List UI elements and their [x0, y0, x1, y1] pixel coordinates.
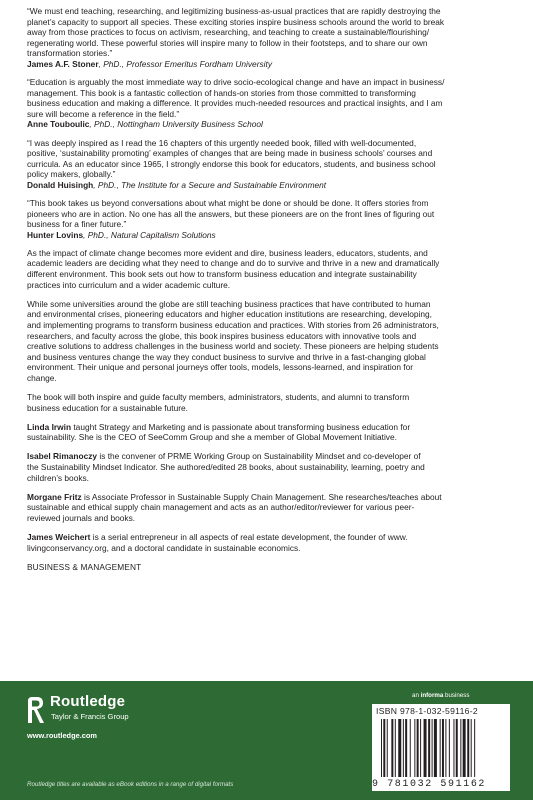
barcode-bar	[440, 719, 441, 777]
bio-line: the Sustainability Mindset Indicator. She authored/edited 28 books, about sustainability, learning, poetry and	[27, 461, 425, 472]
endorsement-quote-line: planet’s capacity to support all species. These exciting stories inspire business schools around the world to break	[27, 16, 445, 27]
description-line: academic leaders are deciding what they need to change and do to survive and thrive in a new and dramatically	[27, 258, 440, 269]
barcode-bar	[424, 719, 427, 777]
endorsement-quote-line: policy makers, globally.”	[27, 169, 116, 180]
bio-text: is the convener of PRME Working Group on Sustainability Mindset and co-developer of	[97, 451, 421, 462]
author-bio	[27, 492, 512, 524]
publisher-footer	[0, 681, 533, 800]
cover-text	[27, 6, 512, 572]
author-bio	[27, 532, 512, 553]
barcode-bar	[460, 719, 461, 777]
endorser-name: Donald Huisingh	[27, 179, 94, 190]
description-line: and implementing programs to transform business education and practices. With stories from 26 administrators,	[27, 319, 439, 330]
description-line: While some universities around the globe are still teaching business practices that have contributed to human	[27, 298, 431, 309]
author-name: James Weichert	[27, 531, 91, 542]
endorser-name: James A.F. Stoner	[27, 58, 99, 69]
endorsement-quote-line: pioneers who are in action. No one has all the answers, but these pioneers are on the front lines of figuring out	[27, 208, 435, 219]
publisher-name: Routledge	[50, 693, 126, 710]
bio-line	[27, 492, 512, 503]
barcode-bar	[463, 719, 466, 777]
informa-tagline	[412, 692, 469, 699]
informa-brand: informa	[420, 692, 444, 699]
endorser-affiliation: , PhD., Natural Capitalism Solutions	[83, 229, 216, 240]
description-line: and environmental crises, pioneering educators and higher education institutions are researching, developing,	[27, 309, 432, 320]
barcode-bar	[381, 719, 382, 777]
endorser-affiliation: , PhD., Professor Emeritus Fordham University	[98, 58, 272, 69]
endorsement-quote-line: curricula. As an educator since 1965, I strongly endorse this book for educators, students, and business school	[27, 158, 436, 169]
bio-line	[27, 451, 512, 462]
endorser-name: Anne Touboulic	[27, 119, 90, 130]
endorser-affiliation: , PhD., The Institute for a Secure and Sustainable Environment	[93, 179, 327, 190]
bio-line	[27, 422, 512, 433]
subject-category: BUSINESS & MANAGEMENT	[27, 561, 142, 572]
barcode-bar	[398, 719, 401, 777]
description-line: change.	[27, 372, 57, 383]
barcode-bar	[434, 719, 437, 777]
description-paragraph	[27, 392, 512, 413]
bio-line: sustainability. She is the CEO of SeeComm Group and she a member of Global Movement Initiative.	[27, 432, 397, 443]
bio-line: children’s books.	[27, 472, 89, 483]
description-line: researchers, and faculty across the globe, this book inspires business educators with innovative tools and	[27, 330, 417, 341]
bio-text: is Associate Professor in Sustainable Supply Chain Management. She researches/teaches about	[81, 491, 442, 502]
author-name: Morgane Fritz	[27, 491, 82, 502]
barcode-bar	[410, 719, 411, 777]
barcode-bar	[428, 719, 430, 777]
endorsement-quote-line: “We must end teaching, researching, and legitimizing business-as-usual practices that are rapidly destroying the	[27, 6, 441, 16]
endorsement	[27, 6, 512, 70]
endorser	[27, 230, 512, 241]
author-name: Linda Irwin	[27, 421, 72, 432]
informa-suffix: business	[443, 692, 470, 699]
bio-line	[27, 532, 512, 543]
barcode-bar	[391, 719, 393, 777]
isbn-label: ISBN 978-1-032-59116-2	[376, 706, 478, 716]
description-line: environment. Their unique and personal journeys offer tools, models, lessons-learned, and inspiration for	[27, 362, 414, 373]
author-bio	[27, 422, 512, 443]
author-bio	[27, 451, 512, 483]
endorsement	[27, 77, 512, 130]
barcode-bar	[383, 719, 385, 777]
barcode-bar	[417, 719, 419, 777]
barcode-bar	[403, 719, 404, 777]
endorsement-quote-line: away from those practices to focus on activism, researching, and teaching to create a sustainable/flourishing/	[27, 27, 430, 38]
barcode-bar	[442, 719, 444, 777]
publisher-group: Taylor & Francis Group	[51, 712, 129, 721]
barcode-bar	[445, 719, 446, 777]
barcode-bar	[453, 719, 454, 777]
barcode-bar	[474, 719, 475, 777]
bio-text: is a serial entrepreneur in all aspects of real estate development, the founder of www.	[90, 531, 408, 542]
bio-line: livingconservancy.org, and a doctoral candidate in sustainable economics.	[27, 542, 301, 553]
endorsement-quote-line: sure will become a reference in the field.”	[27, 108, 180, 119]
description-paragraph	[27, 248, 512, 290]
barcode-bar	[420, 719, 421, 777]
barcode-bar	[395, 719, 396, 777]
endorsement-quote-line: management. This book is a fantastic collection of hands-on stories from those committed to transforming	[27, 87, 416, 98]
barcode-bar	[467, 719, 469, 777]
ebook-note: Routledge titles are available as eBook editions in a range of digital formats	[27, 781, 234, 788]
routledge-logo-icon	[26, 695, 46, 725]
endorsement	[27, 138, 512, 191]
barcode-bar	[405, 719, 407, 777]
endorsement-quote-line: “I was deeply inspired as I read the 16 chapters of this urgently needed book, filled with well-documented,	[27, 137, 417, 148]
endorsement	[27, 198, 512, 240]
description-line: practices into curriculum and a wider academic culture.	[27, 279, 231, 290]
endorsement-quote-line: transformation stories.”	[27, 48, 113, 59]
endorser	[27, 180, 512, 191]
description-line: different environment. This book sets out how to transform business education and integrate sustainability	[27, 269, 417, 280]
endorser	[27, 119, 512, 130]
barcode-bar	[414, 719, 415, 777]
barcode-bar	[387, 719, 388, 777]
barcode-bar	[456, 719, 458, 777]
barcode-image	[380, 719, 505, 777]
barcode-bar	[471, 719, 472, 777]
description-paragraph	[27, 299, 512, 384]
informa-prefix: an	[412, 692, 421, 699]
description-line: creative solutions to address challenges in the business world and society. These pioneers are helping students	[27, 341, 439, 352]
endorser-name: Hunter Lovins	[27, 229, 84, 240]
endorser	[27, 59, 512, 70]
bio-line: sustainable and ethical supply chain management and acts as an author/editor/reviewer for various peer-	[27, 502, 415, 513]
endorser-affiliation: , PhD., Nottingham University Business School	[89, 119, 263, 130]
endorsement-quote-line: business for a finer future.”	[27, 219, 127, 230]
endorsement-quote-line: “Education is arguably the most immediate way to drive socio-ecological change and have an impact in business/	[27, 77, 445, 88]
author-name: Isabel Rimanoczy	[27, 451, 98, 462]
endorsement-quote-line: regenerating world. These powerful stories will inspire many to follow in their footsteps, and to share our own	[27, 37, 428, 48]
barcode-bar	[432, 719, 433, 777]
endorsement-quote-line: business education and making a difference. It provides much-needed resources and practical insights, and I am	[27, 98, 443, 109]
description-line: The book will both inspire and guide faculty members, administrators, students, and alumni to transform	[27, 392, 410, 402]
description-line: As the impact of climate change becomes more evident and dire, business leaders, educators, students, and	[27, 247, 428, 258]
barcode-bar	[449, 719, 450, 777]
description-line: business education for a sustainable future.	[27, 402, 188, 413]
publisher-url: www.routledge.com	[27, 731, 97, 740]
bio-line: reviewed journals and books.	[27, 512, 136, 523]
barcode-digits: 9 781032 591162	[372, 779, 487, 790]
endorsement-quote-line: “This book takes us beyond conversations about what might be done or should be done. It offers stories from	[27, 198, 429, 208]
description-line: and business ventures change the way they conduct business to survive and thrive in a fast-changing global	[27, 351, 426, 362]
endorsement-quote-line: positive, ‘sustainability promoting’ examples of changes that are being made in business schools’ courses and	[27, 148, 433, 159]
bio-text: taught Strategy and Marketing and is passionate about transforming business education for	[71, 421, 411, 432]
barcode-panel	[372, 704, 510, 791]
